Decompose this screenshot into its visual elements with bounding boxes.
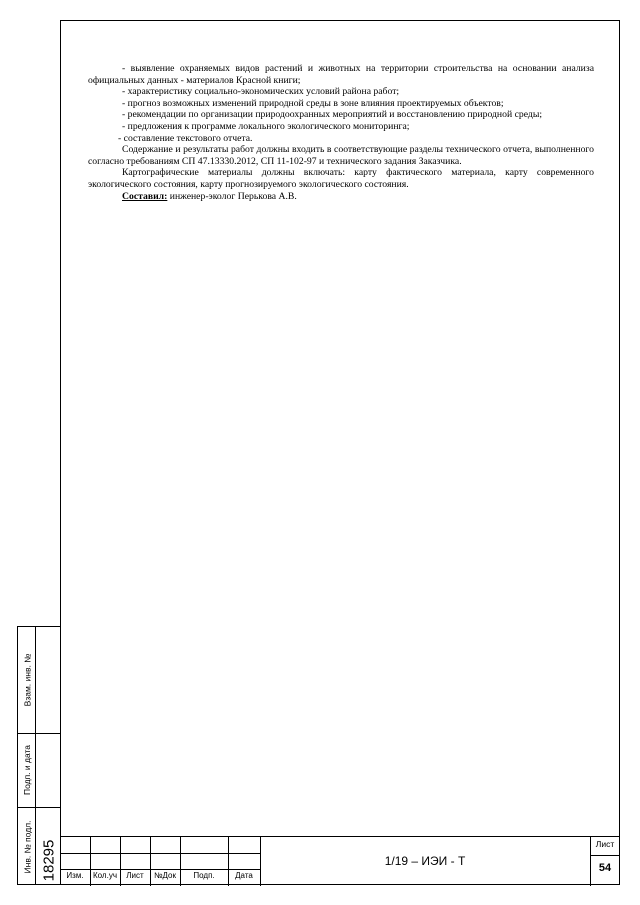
paragraph-1: - выявление охраняемых видов растений и животных на территории строительства на основании анализа официальных данных - материалов Красной книги; [88,63,594,86]
paragraph-4: - рекомендации по организации природоохранных мероприятий и восстановлению природной среды; [122,109,543,121]
side-stamp [17,626,60,885]
inv-cell [18,807,36,886]
signature-line [88,191,594,203]
vzam-cell [18,627,36,733]
document-code: 1/19 – ИЭИ - Т [384,853,466,868]
paragraph-2: - характеристику социально-экономических условий района работ; [122,86,400,98]
header-kol-uch: Кол.уч [93,871,117,880]
sheet-number: 54 [598,862,612,874]
paragraph-7: Содержание и результаты работ должны входить в соответствующие разделы технического отчета, выполненного согласно требованиям СП 47.13330.2012, СП 11-102-97 и технического задания Заказчика. [88,144,594,167]
vzam-label: Взам. инв. № [22,653,33,707]
paragraph-6: - составление текстового отчета. [118,132,253,144]
inv-number: 18295 [40,839,57,881]
inv-label: Инв. № подл. [22,820,33,873]
podp-label: Подп. и дата [22,744,33,796]
header-list: Лист [126,871,144,880]
sheet-label: Лист [595,839,615,849]
signature-label: Составил: [122,190,168,202]
header-data: Дата [235,871,253,880]
header-ndok: №Док [153,871,177,880]
header-podp: Подп. [193,871,215,880]
document-body [88,63,594,202]
paragraph-8: Картографические материалы должны включать: карту фактического материала, карту современного экологического состояния, карту прогнозируемого экологического состояния. [88,167,594,190]
paragraph-5: - предложения к программе локального экологического мониторинга; [122,120,410,132]
paragraph-3: - прогноз возможных изменений природной среды в зоне влияния проектируемых объектов; [122,97,504,109]
inv-number-cell [36,834,61,886]
podp-cell [18,733,36,807]
signature-text: инженер-эколог Перькова А.В. [167,190,297,202]
header-izm: Изм. [66,871,84,880]
